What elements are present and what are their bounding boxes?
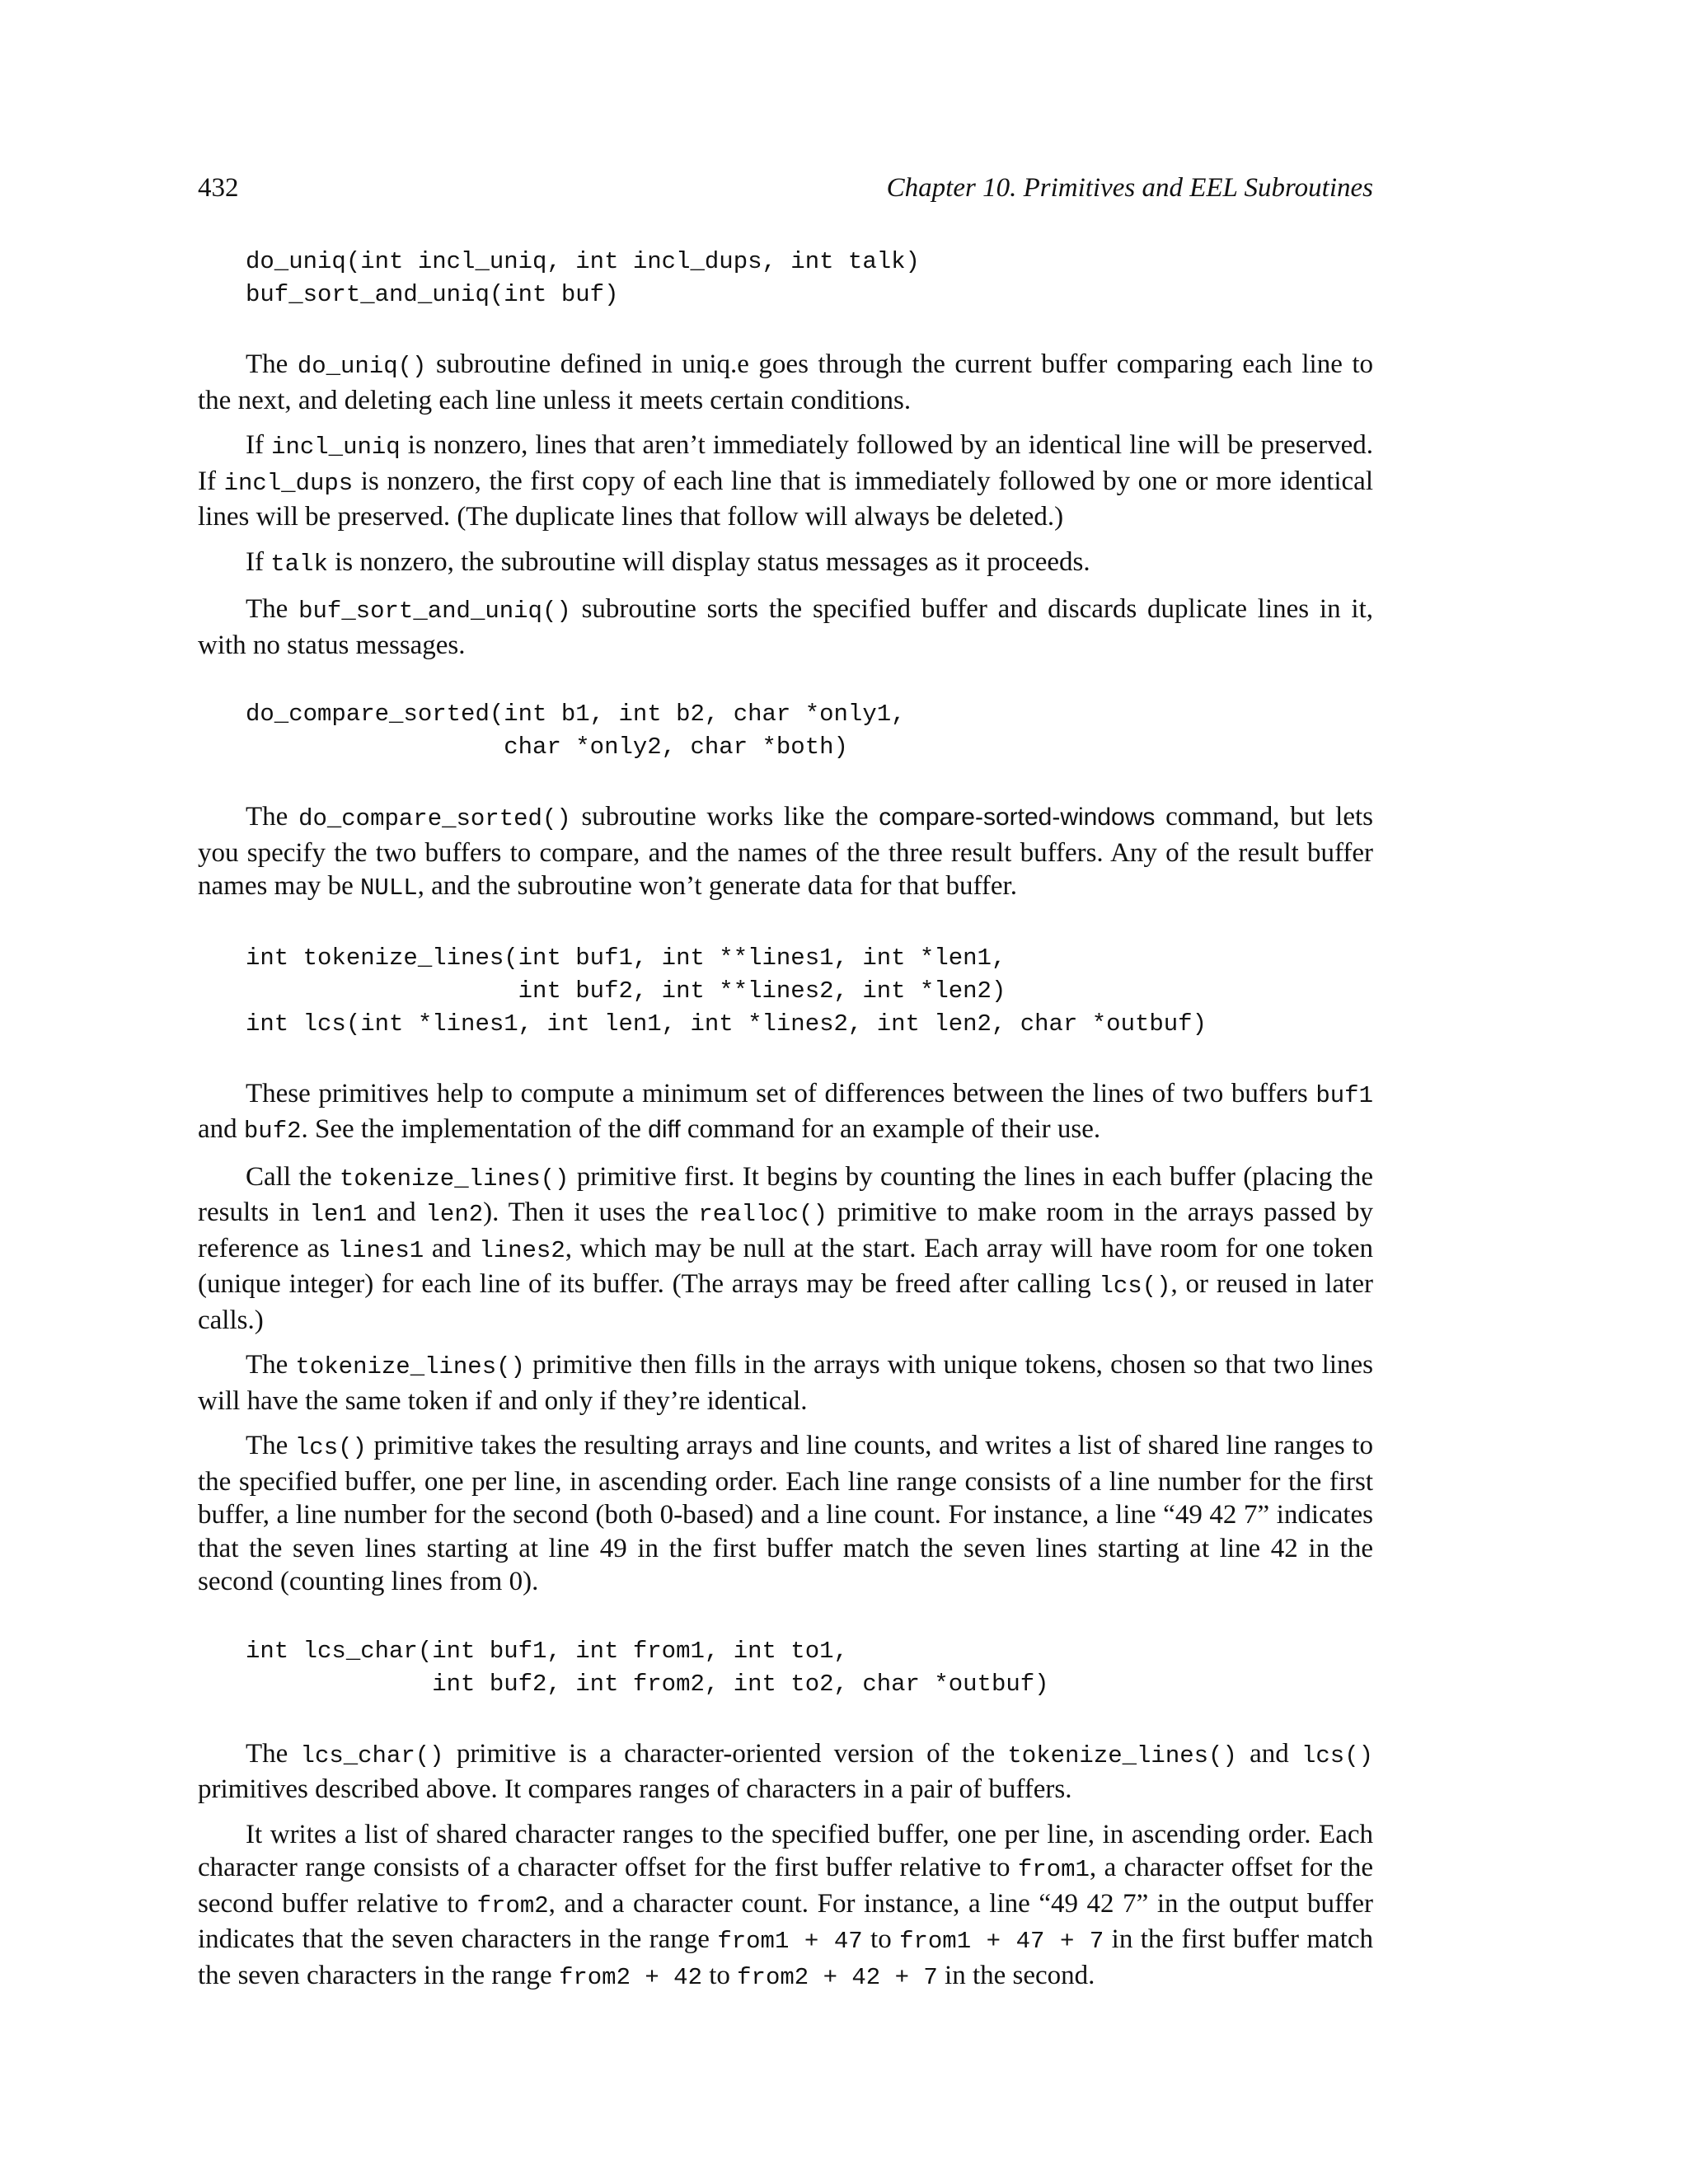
signature-block-lcs-char: [198, 1635, 1373, 1701]
text-run: command for an example of their use.: [680, 1114, 1101, 1144]
inline-code: NULL: [360, 874, 418, 902]
page-body: [198, 246, 1373, 2006]
text-run: , or reused in later calls.): [198, 1269, 1373, 1335]
inline-code: lcs(): [294, 1434, 367, 1461]
inline-code: from2: [476, 1891, 549, 1919]
inline-code: lcs(): [1301, 1741, 1373, 1769]
paragraph-lcs: [198, 1429, 1373, 1599]
paragraph-do-uniq: [198, 348, 1373, 417]
text-run: , a character offset for the second buffer relative to: [198, 1853, 1373, 1919]
paragraph-do-compare-sorted: [198, 800, 1373, 906]
paragraph-lcs-char: [198, 1737, 1373, 1807]
signature-block-compare: [198, 698, 1373, 764]
text-run: ). Then it uses the: [483, 1197, 699, 1227]
inline-code: tokenize_lines(): [339, 1165, 570, 1193]
inline-code: len1: [309, 1201, 368, 1228]
page-header: [198, 170, 1373, 206]
paragraph-primitives-intro: [198, 1077, 1373, 1149]
text-run: The: [246, 802, 299, 832]
text-run: If: [246, 430, 272, 460]
inline-code: lines1: [337, 1236, 424, 1264]
inline-code: tokenize_lines(): [1007, 1741, 1237, 1769]
text-run: subroutine sorts the specified buffer and discards duplicate lines in it, with no status messages.: [198, 594, 1373, 660]
text-run: and: [1236, 1738, 1301, 1769]
inline-code: lines2: [479, 1236, 565, 1264]
inline-code: from1 + 47: [717, 1928, 863, 1955]
signature-block-uniq: [198, 246, 1373, 312]
paragraph-lcs-char-output: [198, 1818, 1373, 1995]
text-run: subroutine defined in uniq.e goes through the current buffer comparing each line to the next, and deleting each line unless it meets certain conditions.: [198, 349, 1374, 415]
text-run: primitive then fills in the arrays with unique tokens, chosen so that two lines will have the same token if and only if they’re identical.: [198, 1350, 1373, 1416]
text-run: , and the subroutine won’t generate data for that buffer.: [417, 871, 1017, 901]
paragraph-tokenize-fill: [198, 1348, 1373, 1418]
text-run: to: [862, 1924, 900, 1954]
text-run: primitive takes the resulting arrays and line counts, and writes a list of shared line ranges to the specified buffer, one per line, in ascending order. Each line range consists of a line number for the first buffer, a line number for the second (both 0-based) and a line count. For instance, a line “49 42 7” indicates that the seven lines starting at line 49 in the first buffer match the seven lines starting at line 42 in the second (counting lines from 0).: [198, 1431, 1373, 1596]
inline-code: buf_sort_and_uniq(): [298, 598, 571, 625]
inline-code: do_uniq(): [297, 353, 427, 380]
code-signature: do_compare_sorted(int b1, int b2, char *only1, char *only2, char *both): [246, 701, 906, 761]
inline-code: from1: [1017, 1856, 1090, 1883]
text-run: , which may be null at the start. Each array will have room for one token (unique integer) for each line of its buffer. (The arrays may be freed after calling: [198, 1233, 1373, 1299]
inline-code: do_compare_sorted(): [298, 805, 571, 832]
text-run: , and a character count. For instance, a line “49 42 7” in the output buffer indicates that the seven characters in the range: [198, 1888, 1374, 1954]
text-run: These primitives help to compute a minimum set of differences between the lines of two buffers: [246, 1078, 1316, 1108]
inline-code: len2: [425, 1201, 484, 1228]
text-run: and: [367, 1197, 426, 1227]
inline-code: incl_dups: [223, 469, 354, 497]
inline-code: lcs_char(): [300, 1741, 444, 1769]
text-run: It writes a list of shared character ranges to the specified buffer, one per line, in ascending order. Each character range consists of a character offset for the first buffer relative to: [198, 1819, 1373, 1882]
inline-code: lcs(): [1099, 1272, 1171, 1300]
text-run: and: [198, 1114, 244, 1144]
inline-code: buf2: [243, 1118, 302, 1145]
inline-code: from2 + 42 + 7: [737, 1963, 938, 1991]
text-run: is nonzero, lines that aren’t immediately followed by an identical line will be preserved. If: [198, 430, 1373, 496]
text-run: If: [246, 546, 271, 577]
inline-code: from1 + 47 + 7: [899, 1928, 1104, 1955]
text-run: compare-sorted-windows: [879, 804, 1156, 831]
text-run: The: [246, 349, 298, 379]
inline-code: buf1: [1315, 1081, 1373, 1109]
text-run: subroutine works like the: [570, 802, 879, 832]
text-run: command, but lets you specify the two buffers to compare, and the names of the three result buffers. Any of the result buffer names may be: [198, 802, 1373, 901]
text-run: is nonzero, the first copy of each line that is immediately followed by one or more identical lines will be preserved. (The duplicate lines that follow will always be deleted.): [198, 466, 1373, 532]
text-run: primitive is a character-oriented version of the: [443, 1738, 1008, 1769]
code-signature: int tokenize_lines(int buf1, int **lines1, int *len1, int buf2, int **lines2, int *len2) int lcs(int *lines1, int len1, int *lines2, int len2, char *outbuf): [246, 944, 1207, 1038]
code-signature: do_uniq(int incl_uniq, int incl_dups, int talk) buf_sort_and_uniq(int buf): [246, 248, 920, 308]
text-run: is nonzero, the subroutine will display status messages as it proceeds.: [327, 546, 1090, 577]
text-run: and: [424, 1233, 480, 1263]
paragraph-incl-uniq: [198, 429, 1373, 534]
paragraph-buf-sort: [198, 593, 1373, 662]
inline-code: tokenize_lines(): [295, 1353, 525, 1380]
paragraph-talk: [198, 546, 1373, 582]
inline-code: from2 + 42: [558, 1963, 702, 1991]
code-signature: int lcs_char(int buf1, int from1, int to1, int buf2, int from2, int to2, char *outbuf): [246, 1637, 1049, 1698]
chapter-title: Chapter 10. Primitives and EEL Subroutines: [886, 173, 1373, 203]
text-run: to: [701, 1960, 738, 1990]
text-run: . See the implementation of the: [301, 1114, 649, 1144]
signature-block-lcs: [198, 942, 1373, 1041]
text-run: diff: [648, 1116, 681, 1143]
inline-code: realloc(): [698, 1201, 828, 1228]
text-run: primitives described above. It compares ranges of characters in a pair of buffers.: [198, 1774, 1072, 1804]
text-run: in the second.: [937, 1960, 1095, 1990]
text-run: The: [246, 1431, 295, 1460]
text-run: Call the: [246, 1161, 340, 1192]
inline-code: incl_uniq: [271, 434, 401, 461]
document-page: [198, 0, 1373, 2184]
text-run: The: [246, 594, 299, 624]
paragraph-tokenize-first: [198, 1160, 1373, 1338]
inline-code: talk: [270, 550, 328, 578]
page-number: 432: [198, 173, 239, 203]
text-run: primitive to make room in the arrays passed by reference as: [198, 1197, 1373, 1263]
text-run: The: [246, 1738, 301, 1769]
text-run: in the first buffer match the seven characters in the range: [198, 1924, 1374, 1990]
text-run: The: [246, 1350, 296, 1380]
text-run: primitive first. It begins by counting the lines in each buffer (placing the results in: [198, 1161, 1374, 1227]
